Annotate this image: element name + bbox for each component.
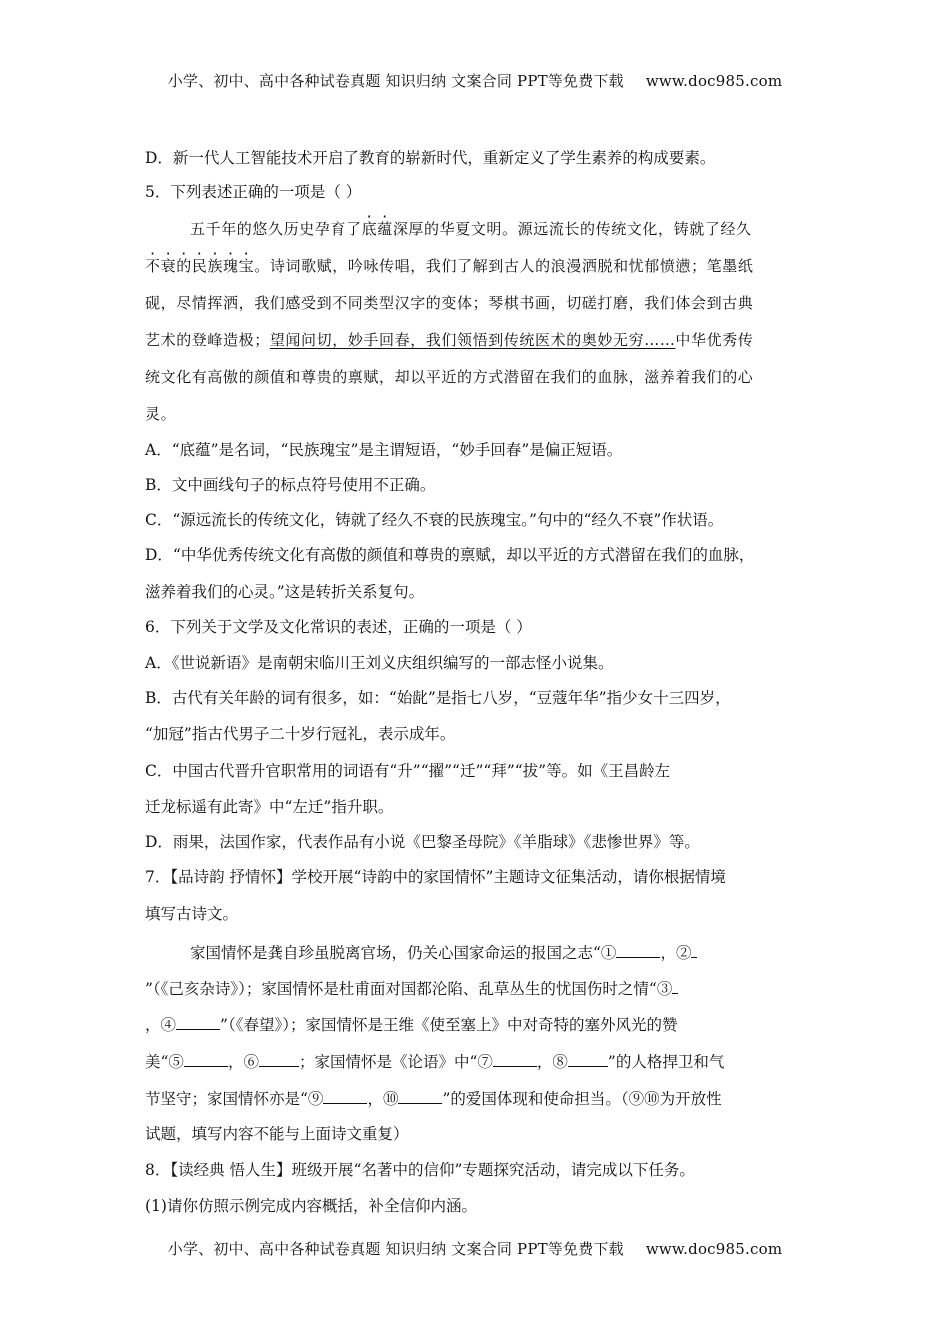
q7-l4e: ”的人格捍卫和气 xyxy=(607,1053,725,1071)
q5-option-c: C．“源远流长的传统文化，铸就了经久不衰的民族瑰宝。”句中的“经久不衰”作状语。 xyxy=(145,511,724,529)
q7-passage-line-4 xyxy=(145,1050,810,1072)
blank-10[interactable] xyxy=(398,1087,442,1104)
q6-option-c-line-2: 迁龙标遥有此寄》中“左迁”指升职。 xyxy=(145,798,394,816)
blank-1[interactable] xyxy=(616,941,660,958)
q5-passage-line-4 xyxy=(145,330,810,350)
emphasis-dot-char: 的 xyxy=(176,257,192,275)
q8-stem: 8．【读经典 悟人生】班级开展“名著中的信仰”专题探究活动，请完成以下任务。 xyxy=(145,1161,695,1179)
q5-passage-line-5: 统文化有高傲的颜值和尊贵的禀赋，却以平近的方式潜留在我们的血脉，滋养着我们的心 xyxy=(145,368,754,386)
blank-5[interactable] xyxy=(184,1050,228,1067)
blank-6[interactable] xyxy=(259,1050,299,1067)
emphasis-dot-char: 宝 xyxy=(238,257,255,275)
q7-stem-line-2: 填写古诗文。 xyxy=(145,905,239,923)
q7-l2a: ”（《己亥杂诗》）；家国情怀是杜甫面对国都沦陷、乱草丛生的忧国伤时之情“③ xyxy=(145,980,673,998)
q5-p4a: 艺术的登峰造极； xyxy=(145,331,270,349)
q5-stem: 5．下列表述正确的一项是（ ） xyxy=(145,183,362,201)
q6-option-b-line-2: “加冠”指古代男子二十岁行冠礼，表示成年。 xyxy=(145,725,456,743)
q5-p1b: 深厚的华夏文明。源远流长的传统文化，铸就了经久 xyxy=(392,220,752,238)
header-site-link[interactable]: www.doc985.com xyxy=(645,72,783,90)
page-header xyxy=(0,70,950,91)
q7-l1a: 家国情怀是龚自珍虽脱离官场，仍关心国家命运的报国之志“① xyxy=(190,944,617,962)
q5-emphasis-dizun xyxy=(362,220,393,238)
q5-p4b: 中华优秀传 xyxy=(675,331,754,349)
emphasis-dot-char: 底 xyxy=(361,220,378,238)
q7-l4b: ，⑥ xyxy=(227,1053,259,1071)
blank-9[interactable] xyxy=(323,1087,367,1104)
q7-passage-line-6: 试题，填写内容不能与上面诗文重复） xyxy=(145,1125,409,1143)
page-footer xyxy=(0,1238,950,1259)
q7-l5c: ”的爱国体现和使命担当。（⑨⑩为开放性 xyxy=(442,1090,722,1108)
q5-option-b: B．文中画线句子的标点符号使用不正确。 xyxy=(145,476,436,494)
emphasis-dot-char: 族 xyxy=(207,257,224,275)
q5-emphasis-minzuguibao xyxy=(145,257,254,275)
emphasis-dot-char: 衰 xyxy=(160,257,177,275)
q6-stem: 6．下列关于文学及文化常识的表述，正确的一项是（ ） xyxy=(145,618,532,636)
q8-sub-1: (1)请你仿照示例完成内容概括，补全信仰内涵。 xyxy=(145,1197,477,1215)
blank-3[interactable] xyxy=(672,977,678,994)
q7-l4a: 美“⑤ xyxy=(145,1053,184,1071)
q5-passage-line-1 xyxy=(190,219,810,239)
q6-option-d: D．雨果，法国作家，代表作品有小说《巴黎圣母院》《羊脂球》《悲惨世界》等。 xyxy=(145,833,700,851)
q7-l5a: 节坚守；家国情怀亦是“⑨ xyxy=(145,1090,324,1108)
q5-option-d-line-2: 滋养着我们的心灵。”这是转折关系复句。 xyxy=(145,583,425,601)
q6-option-c-line-1: C．中国古代晋升官职常用的词语有“升”“擢”“迁”“拜”“拔”等。如《王昌龄左 xyxy=(145,762,671,780)
emphasis-dot-char: 蕴 xyxy=(377,220,393,238)
q7-stem-line-1: 7．【品诗韵 抒情怀】学校开展“诗韵中的家国情怀”主题诗文征集活动，请你根据情境 xyxy=(145,868,726,886)
q7-l4d: ，⑧ xyxy=(536,1053,568,1071)
q7-l1b: ，② xyxy=(660,944,692,962)
q7-passage-line-2 xyxy=(145,977,810,999)
blank-4[interactable] xyxy=(176,1013,220,1030)
q5-passage-line-6: 灵。 xyxy=(145,405,177,423)
blank-2[interactable] xyxy=(691,941,697,958)
emphasis-dot-char: 瑰 xyxy=(223,257,239,275)
emphasis-dot-char: 不 xyxy=(145,257,161,275)
q5-option-a: A．“底蕴”是名词，“民族瑰宝”是主谓短语，“妙手回春”是偏正短语。 xyxy=(145,441,623,459)
q7-passage-line-3 xyxy=(145,1013,810,1035)
emphasis-dot-char: 民 xyxy=(191,257,208,275)
q4-option-d: D．新一代人工智能技术开启了教育的崭新时代，重新定义了学生素养的构成要素。 xyxy=(145,149,716,167)
q5-p1a: 五千年的悠久历史孕育了 xyxy=(190,220,362,238)
q7-l4c: ；家国情怀是《论语》中“⑦ xyxy=(298,1053,493,1071)
q7-l3a: ，④ xyxy=(145,1016,177,1034)
q7-passage-line-5 xyxy=(145,1087,810,1109)
header-text: 小学、初中、高中各种试卷真题 知识归纳 文案合同 PPT等免费下载 xyxy=(167,72,624,90)
q7-passage-line-1 xyxy=(190,941,810,963)
q5-option-d-line-1: D．“中华优秀传统文化有高傲的颜值和尊贵的禀赋，却以平近的方式潜留在我们的血脉， xyxy=(145,546,755,564)
q5-passage-line-3: 砚，尽情挥洒，我们感受到不同类型汉字的变体；琴棋书画，切磋打磨，我们体会到古典 xyxy=(145,294,754,312)
q6-option-a: A．《世说新语》是南朝宋临川王刘义庆组织编写的一部志怪小说集。 xyxy=(145,654,614,672)
q5-passage-line-2 xyxy=(145,256,810,276)
q7-l3b: ”（《春望》）；家国情怀是王维《使至塞上》中对奇特的塞外风光的赞 xyxy=(220,1016,678,1034)
blank-7[interactable] xyxy=(493,1050,537,1067)
q7-l5b: ，⑩ xyxy=(367,1090,399,1108)
footer-text: 小学、初中、高中各种试卷真题 知识归纳 文案合同 PPT等免费下载 xyxy=(167,1240,624,1258)
blank-8[interactable] xyxy=(568,1050,608,1067)
footer-site-link[interactable]: www.doc985.com xyxy=(645,1240,783,1258)
q5-p2b: 。诗词歌赋，吟咏传唱，我们了解到古人的浪漫洒脱和忧郁愤懑；笔墨纸 xyxy=(254,257,754,275)
q6-option-b-line-1: B．古代有关年龄的词有很多，如：“始龀”是指七八岁，“豆蔻年华”指少女十三四岁， xyxy=(145,689,731,707)
q5-underlined-sentence: 望闻问切，妙手回春，我们领悟到传统医术的奥妙无穷…… xyxy=(269,331,676,349)
